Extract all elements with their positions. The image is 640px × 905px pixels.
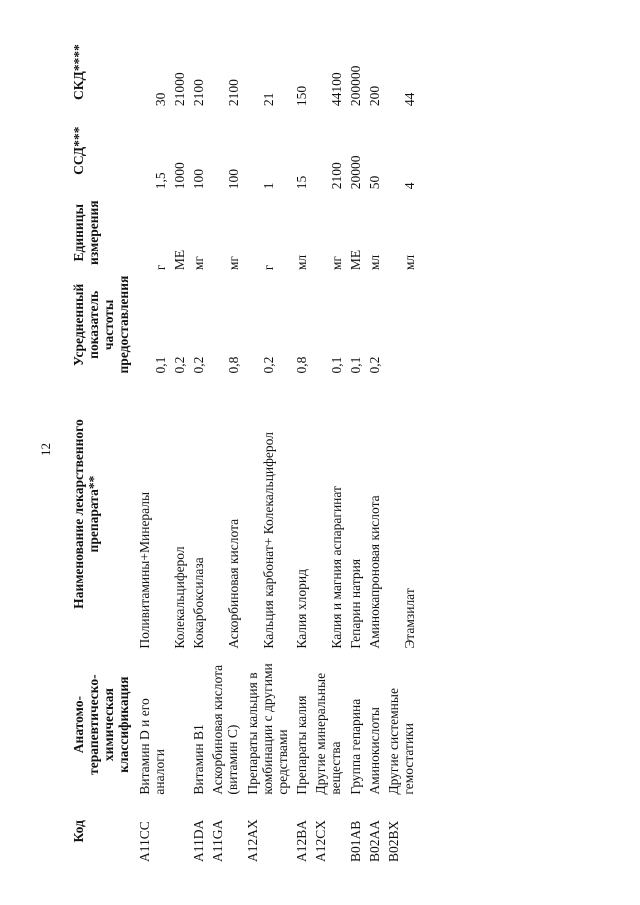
drug-skd: 21	[261, 92, 276, 107]
drug-skd: 21000	[172, 72, 187, 107]
drug-name: Калия и магния аспарагинат	[329, 486, 344, 649]
drug-freq: 0,2	[261, 356, 276, 374]
table-header-row	[69, 35, 135, 865]
drug-unit: мл	[367, 254, 382, 271]
drug-freq: 0,1	[329, 356, 344, 374]
drug-ssd: 1,5	[153, 172, 168, 190]
drug-name: Поливитамины+Минералы	[137, 491, 152, 649]
drug-freq: 0,2	[191, 356, 206, 374]
drug-ssd: 4	[402, 182, 417, 190]
row-atc: Витамин B1	[191, 724, 206, 795]
row-code: A11GA	[210, 819, 225, 862]
drug-freq: 0,2	[172, 356, 187, 374]
drug-name: Кокарбоксилаза	[191, 557, 206, 649]
drug-ssd: 100	[226, 169, 241, 190]
table-row	[189, 35, 208, 865]
drug-name: Гепарин натрия	[348, 558, 363, 649]
drug-unit: г	[153, 264, 168, 271]
row-atc: Аскорбиновая кислота (витамин С)	[210, 664, 240, 795]
header-drug: Наименование лекарственного препарата**	[71, 419, 101, 609]
row-atc: Другие минеральные вещества	[313, 672, 343, 795]
table-row	[292, 35, 311, 865]
row-atc: Группа гепарина	[348, 698, 363, 795]
drug-unit: мл	[294, 254, 309, 271]
row-atc: Аминокислоты	[367, 707, 382, 795]
drug-table	[69, 35, 419, 865]
table-row	[208, 35, 243, 865]
drug-skd: 2100	[191, 79, 206, 107]
drug-freq: 0,8	[294, 356, 309, 374]
drug-freq: 0,8	[226, 356, 241, 374]
drug-unit: МЕ	[172, 249, 187, 271]
drug-unit: г	[261, 264, 276, 271]
drug-freq: 0,1	[348, 356, 363, 374]
page-number: 12	[38, 443, 53, 456]
drug-skd: 30	[153, 92, 168, 107]
drug-unit: мг	[226, 256, 241, 271]
table-row	[365, 35, 384, 865]
drug-table-rotated	[69, 35, 593, 865]
table-row	[384, 35, 419, 865]
row-code: A11CC	[137, 821, 152, 862]
drug-freq: 0,2	[367, 356, 382, 374]
row-code: A12BA	[294, 819, 309, 862]
drug-ssd: 100	[191, 169, 206, 190]
drug-ssd: 2100	[329, 162, 344, 190]
drug-unit: МЕ	[348, 249, 363, 271]
drug-ssd: 50	[367, 175, 382, 190]
drug-name: Колекальциферол	[172, 546, 187, 649]
header-code: Код	[71, 820, 86, 843]
drug-freq: 0,1	[153, 356, 168, 374]
table-row	[346, 35, 365, 865]
drug-freq	[384, 273, 419, 376]
drug-unit: мг	[329, 256, 344, 271]
drug-skd: 150	[294, 85, 309, 107]
drug-skd: 2100	[226, 79, 241, 107]
row-atc: Другие системные гемостатики	[386, 688, 416, 795]
drug-unit: мл	[402, 254, 417, 271]
row-code: A11DA	[191, 819, 206, 862]
header-ssd: ССД***	[71, 126, 86, 175]
row-code: B01AB	[348, 820, 363, 862]
row-code: B02AA	[367, 819, 382, 862]
table-row	[243, 35, 292, 865]
table-row	[170, 35, 189, 865]
drug-skd: 44100	[329, 72, 344, 107]
drug-skd: 44	[402, 92, 417, 107]
row-atc: Витамин D и его аналоги	[137, 698, 167, 795]
row-atc: Препараты кальция в комбинации с другими средствами	[245, 663, 290, 795]
drug-ssd: 1	[261, 182, 276, 190]
row-code: A12AX	[245, 819, 260, 862]
header-atc: Анатомо-терапевтическо-химическая классификация	[71, 674, 131, 775]
drug-skd: 200000	[348, 65, 363, 107]
drug-name: Аминокапроновая кислота	[367, 495, 382, 649]
header-freq: Усредненный показатель частоты предоставления	[71, 275, 131, 374]
header-units: Единицы измерения	[71, 200, 101, 265]
drug-name: Этамзилат	[402, 588, 417, 649]
drug-name: Кальция карбонат+ Колекальциферол	[261, 432, 276, 649]
row-atc: Препараты калия	[294, 695, 309, 795]
drug-unit: мг	[191, 256, 206, 271]
drug-ssd: 20000	[348, 155, 363, 190]
drug-ssd: 15	[294, 175, 309, 190]
table-row	[135, 35, 170, 865]
header-skd: СКД****	[71, 44, 86, 100]
drug-name: Калия хлорид	[294, 569, 309, 649]
drug-skd: 200	[367, 85, 382, 107]
row-code: B02BX	[386, 820, 401, 862]
table-row	[311, 35, 346, 865]
row-code: A12CX	[313, 819, 328, 862]
drug-name: Аскорбиновая кислота	[226, 518, 241, 649]
drug-ssd: 1000	[172, 162, 187, 190]
